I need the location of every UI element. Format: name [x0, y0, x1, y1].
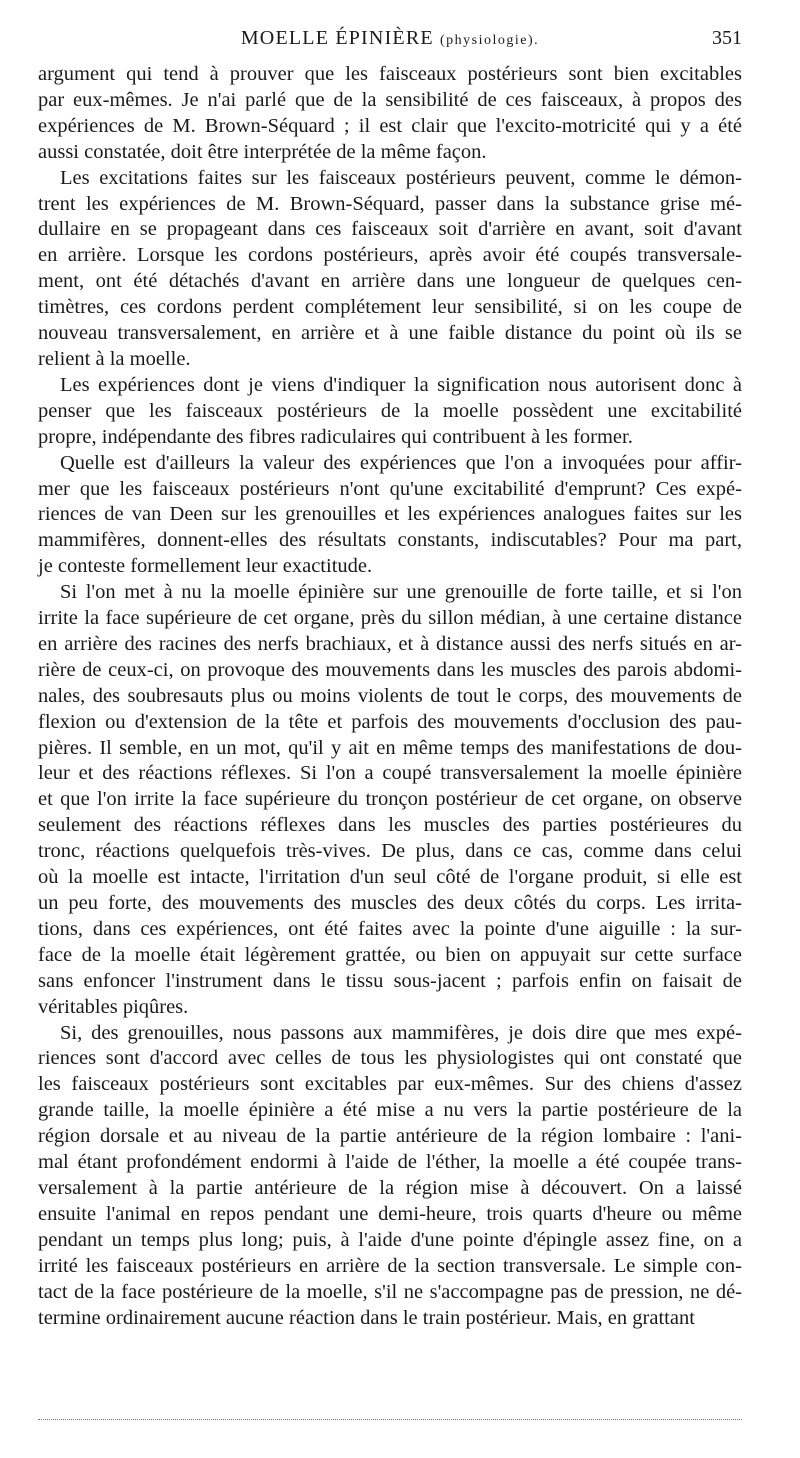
- text-line: timètres, ces cordons perdent complétement leur sensibilité, si on les coupe de: [38, 296, 742, 319]
- paragraph: [38, 373, 742, 451]
- text-line: un peu forte, des mouvements des muscles des deux côtés du corps. Les irrita-: [38, 892, 742, 914]
- text-line: rière de ceux-ci, on provoque des mouvements dans les muscles des parois abdomi-: [38, 658, 742, 681]
- text-line: tions, dans ces expériences, ont été faites avec la pointe d'une aiguille : la sur-: [38, 917, 742, 940]
- text-line: Les excitations faites sur les faisceaux postérieurs peuvent, comme le démon-: [60, 166, 742, 189]
- text-line: irrité les faisceaux postérieurs en arrière de la section transversale. Le simple con-: [38, 1254, 742, 1277]
- text-line: mammifères, donnent-elles des résultats constants, indiscutables? Pour ma part,: [38, 529, 742, 552]
- paragraph: [38, 62, 742, 166]
- text-line: relient à la moelle.: [38, 347, 191, 370]
- text-line: les faisceaux postérieurs sont excitables par eux-mêmes. Sur des chiens d'assez: [38, 1073, 742, 1096]
- text-line: face de la moelle était légèrement grattée, ou bien on appuyait sur cette surface: [38, 943, 742, 966]
- text-line: grande taille, la moelle épinière a été mise a nu vers la partie postérieure de la: [38, 1099, 742, 1122]
- text-line: aussi constatée, doit être interprétée de la même façon.: [38, 140, 487, 163]
- running-title: [38, 22, 742, 57]
- text-line: Les expériences dont je viens d'indiquer la signification nous autorisent donc à: [60, 373, 742, 396]
- text-line: argument qui tend à prouver que les faisceaux postérieurs sont bien excitables: [38, 63, 742, 85]
- text-line: versalement à la partie antérieure de la région mise à découvert. On a laissé: [38, 1176, 742, 1199]
- text-line: ensuite l'animal en repos pendant une demi-heure, trois quarts d'heure ou même: [38, 1202, 742, 1225]
- text-line: nouveau transversalement, en arrière et à une faible distance du point où ils se: [38, 322, 742, 345]
- text-line: en arrière. Lorsque les cordons postérieurs, après avoir été coupés transversale-: [38, 244, 742, 267]
- text-line: termine ordinairement aucune réaction dans le train postérieur. Mais, en grattant: [38, 1306, 695, 1329]
- paragraph: [38, 580, 742, 1020]
- text-line: propre, indépendante des fibres radiculaires qui contribuent à les former.: [38, 425, 633, 448]
- text-line: ment, ont été détachés d'avant en arrière dans une longueur de quelques cen-: [38, 270, 742, 293]
- text-line: je conteste formellement leur exactitude.: [38, 555, 373, 578]
- text-line: région dorsale et au niveau de la partie antérieure de la région lombaire : l'ani-: [38, 1125, 742, 1148]
- page-number: 351: [712, 27, 742, 49]
- text-line: irrite la face supérieure de cet organe, près du sillon médian, à une certaine distance: [38, 607, 742, 630]
- text-line: penser que les faisceaux postérieurs de la moelle possèdent une excitabilité: [38, 399, 742, 422]
- running-title-text: MOELLE ÉPINIÈRE: [240, 27, 434, 49]
- paragraph: [38, 166, 742, 373]
- text-line: pendant un temps plus long; puis, à l'aide d'une pointe d'épingle assez fine, on a: [38, 1228, 742, 1251]
- text-line: leur et des réactions réflexes. Si l'on a coupé transversalement la moelle épinière: [38, 762, 742, 785]
- text-line: tact de la face postérieure de la moelle, s'il ne s'accompagne pas de pression, ne dé-: [38, 1280, 742, 1303]
- text-line: où la moelle est intacte, l'irritation d'un seul côté de l'organe produit, si elle est: [38, 866, 742, 889]
- text-line: flexion ou d'extension de la tête et parfois des mouvements d'occlusion des pau-: [38, 710, 742, 733]
- text-line: mal étant profondément endormi à l'aide de l'éther, la moelle a été coupée trans-: [38, 1151, 742, 1174]
- text-line: véritables piqûres.: [38, 995, 189, 1018]
- text-line: mer que les faisceaux postérieurs n'ont qu'une excitabilité d'emprunt? Ces expé-: [38, 477, 742, 500]
- running-head: [38, 22, 742, 54]
- text-line: riences sont d'accord avec celles de tous les physiologistes qui ont constaté que: [38, 1047, 742, 1070]
- body-text: [38, 62, 742, 1331]
- footer-dotted-rule: [38, 1419, 742, 1420]
- text-line: sans enfoncer l'instrument dans le tissu sous-jacent ; parfois enfin on faisait de: [38, 969, 742, 992]
- text-line: expériences de M. Brown-Séquard ; il est clair que l'excito-motricité qui y a été: [38, 114, 742, 137]
- paragraph: [38, 451, 742, 581]
- paragraph: [38, 1021, 742, 1332]
- running-title-subtitle: (physiologie).: [440, 33, 540, 48]
- text-line: trent les expériences de M. Brown-Séquard, passer dans la substance grise mé-: [38, 192, 742, 215]
- text-line: dullaire en se propageant dans ces faisceaux soit d'arrière en avant, soit d'avant: [38, 218, 742, 241]
- text-line: Si, des grenouilles, nous passons aux mammifères, je dois dire que mes expé-: [60, 1021, 742, 1044]
- text-line: tronc, réactions quelquefois très-vives. De plus, dans ce cas, comme dans celui: [38, 840, 742, 863]
- text-line: et que l'on irrite la face supérieure du tronçon postérieur de cet organe, on observe: [38, 788, 742, 811]
- text-line: par eux-mêmes. Je n'ai parlé que de la sensibilité de ces faisceaux, à propos des: [38, 88, 742, 111]
- text-line: seulement des réactions réflexes dans les muscles des parties postérieures du: [38, 814, 742, 837]
- text-line: Quelle est d'ailleurs la valeur des expériences que l'on a invoquées pour affir-: [60, 451, 742, 474]
- text-line: Si l'on met à nu la moelle épinière sur une grenouille de forte taille, et si l'on: [60, 581, 742, 604]
- text-line: nales, des soubresauts plus ou moins violents de tout le corps, des mouvements de: [38, 684, 742, 707]
- text-line: pières. Il semble, en un mot, qu'il y ait en même temps des manifestations de dou-: [38, 736, 742, 759]
- text-line: en arrière des racines des nerfs brachiaux, et à distance aussi des nerfs situés en ar-: [38, 632, 742, 655]
- text-line: riences de van Deen sur les grenouilles et les expériences analogues faites sur les: [38, 503, 742, 526]
